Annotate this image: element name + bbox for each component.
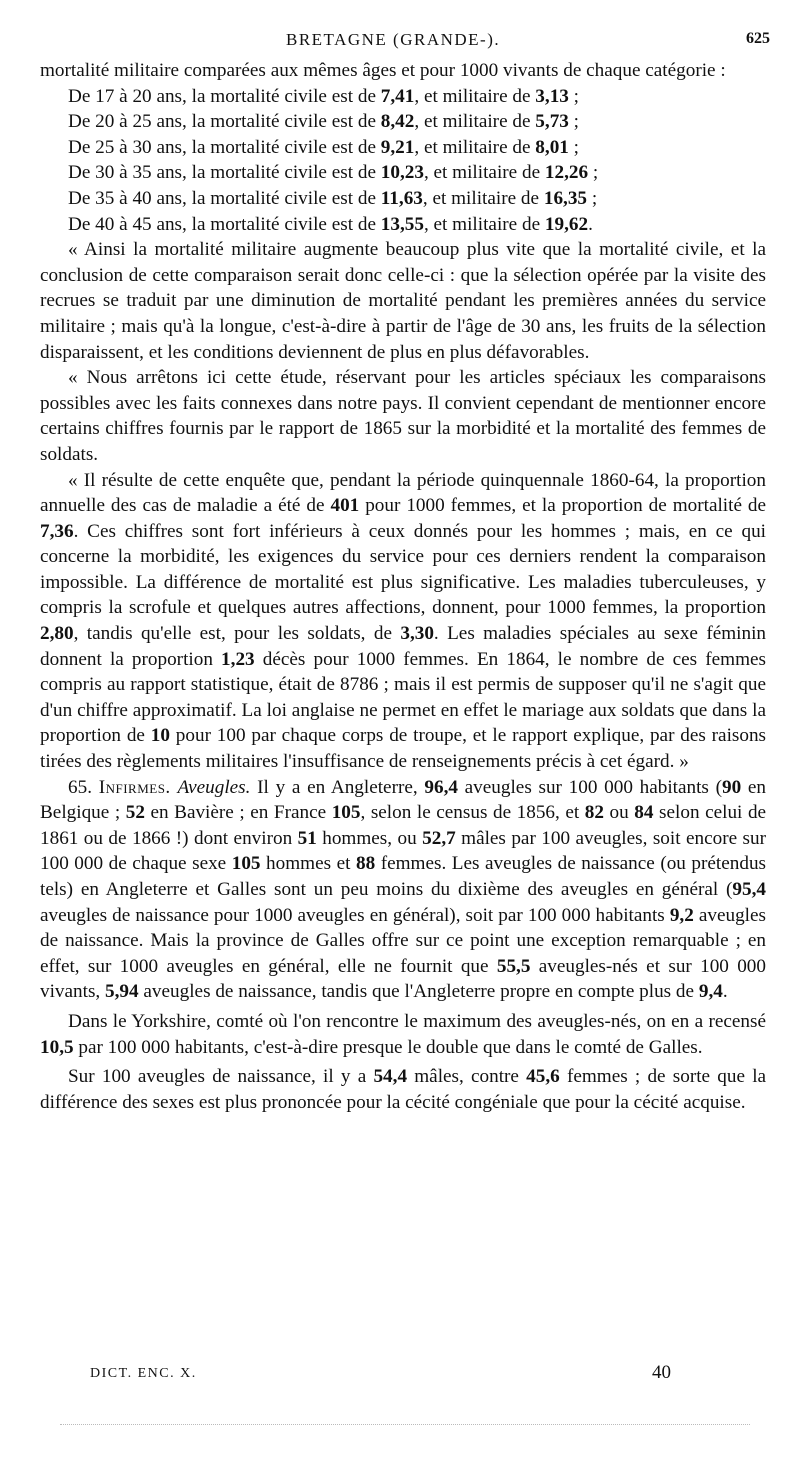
text-run: aveugles de naissance. Mais la province de Galles offre sur ce point une exception remarquable ; en effet, sur 1000 aveugles en général, elle ne fournit que (40, 904, 766, 977)
section-number: 65. (68, 776, 92, 798)
paragraph-enquete (40, 468, 766, 775)
row-end: ; (568, 111, 580, 133)
ages: De 25 à 30 ans, (68, 136, 187, 158)
value-bold: 52 (125, 802, 145, 824)
value-bold: 10,5 (40, 1036, 74, 1058)
text-run: . Ces chiffres sont fort inférieurs à ceux donnés pour les hommes ; mais, en ce qui concerne la morbidité, les exigences du service pour ces derniers rendent la comparaison impossible. La différence de mortalité est plus significative. Les maladies tuberculeuses, y compris la scrofule et quelques autres affections, donnent, pour 1000 femmes, la proportion (40, 520, 766, 619)
row-end: ; (568, 136, 580, 158)
intro-paragraph: mortalité militaire comparées aux mêmes âges et pour 1000 vivants de chaque catégorie : (40, 60, 726, 81)
civil-value: 8,42 (380, 111, 415, 133)
text-run: ou (609, 802, 629, 824)
text-run: pour 100 par chaque corps de troupe, et le rapport explique, par des raisons tirées des règlements militaires l'insuffisance de renseignements précis à cet égard. » (40, 725, 767, 773)
page-footer (0, 1362, 800, 1392)
military-value: 5,73 (535, 111, 569, 133)
value-bold: 3,30 (400, 623, 434, 645)
text-run: mâles, contre (414, 1066, 519, 1088)
row-end: ; (587, 187, 598, 209)
mortality-row (40, 84, 766, 110)
value-bold: 401 (330, 495, 360, 517)
text-run: . (722, 981, 728, 1003)
text-run: femmes. Les aveugles de naissance (ou prétendus tels) en Angleterre et Galles sont un peu moins du dixième des aveugles en général ( (40, 853, 767, 900)
civil-label: la mortalité civile est de (191, 111, 376, 133)
body-text (40, 58, 766, 1115)
value-bold: 7,36 (40, 520, 74, 542)
military-label: , et militaire de (423, 213, 541, 235)
civil-value: 11,63 (380, 187, 423, 209)
value-bold: 90 (721, 776, 742, 798)
paragraph-yorkshire (40, 1009, 766, 1060)
value-bold: 105 (331, 802, 361, 824)
value-bold: 54,4 (373, 1066, 408, 1088)
civil-value: 9,21 (380, 136, 415, 158)
row-end: . (588, 213, 593, 235)
mortality-table (40, 84, 766, 238)
military-value: 19,62 (544, 213, 589, 235)
text-run: en Belgique ; (40, 776, 766, 824)
value-bold: 96,4 (424, 776, 458, 798)
value-bold: 51 (297, 827, 317, 849)
mortality-row (40, 109, 766, 135)
civil-value: 7,41 (380, 85, 415, 107)
paragraph-sexes (40, 1064, 766, 1115)
mortality-row (40, 135, 766, 161)
value-bold: 1,23 (221, 648, 255, 670)
text-run: , selon le census de 1856, et (360, 802, 580, 824)
mortality-row (40, 160, 766, 186)
text-run: Il y a en Angleterre, (257, 776, 418, 798)
ages: De 17 à 20 ans, (68, 85, 187, 107)
military-value: 16,35 (543, 187, 588, 209)
value-bold: 105 (231, 853, 261, 875)
mortality-row (40, 186, 766, 212)
text-run: « Il résulte de cette enquête que, pendant la période quinquennale 1860-64, la proportion annuelle des cas de maladie a été de (40, 469, 766, 517)
value-bold: 55,5 (496, 955, 531, 977)
text-run: aveugles sur 100 000 habitants ( (464, 776, 722, 798)
military-label: , et militaire de (423, 162, 541, 184)
civil-label: la mortalité civile est de (191, 136, 376, 158)
military-label: , et militaire de (422, 187, 540, 209)
paragraph-arretons: « Nous arrêtons ici cette étude, réservant pour les articles spéciaux les comparaisons possibles avec les faits connexes dans notre pays. Il convient cependant de mentionner encore certains chiffres fournis par le rapport de 1865 sur la morbidité et la mortalité des femmes de soldats. (40, 367, 766, 465)
text-run: pour 1000 femmes, et la proportion de mortalité de (365, 495, 767, 517)
section-subheading: Aveugles. (177, 776, 251, 798)
paragraph-65-infirmes (40, 775, 766, 1005)
military-label: , et militaire de (414, 136, 531, 158)
civil-label: la mortalité civile est de (191, 213, 376, 235)
civil-value: 13,55 (380, 213, 424, 235)
signature-mark: DICT. ENC. X. (90, 1366, 197, 1381)
military-label: , et militaire de (414, 111, 531, 133)
text-run: selon celui de 1861 ou de 1866 !) dont environ (40, 802, 767, 849)
value-bold: 52,7 (422, 827, 456, 849)
value-bold: 88 (355, 853, 376, 875)
value-bold: 95,4 (732, 879, 766, 900)
paragraph-conclusion: « Ainsi la mortalité militaire augmente beaucoup plus vite que la mortalité civile, et la conclusion de cette comparaison serait donc celle-ci : que la sélection opérée par la visite des recrues se traduit par une diminution de mortalité pendant les premières années du service militaire ; mais qu'à la longue, c'est-à-dire à partir de l'âge de 30 ans, les fruits de la sélection disparaissent, et les conditions deviennent de plus en plus défavorables. (40, 239, 766, 363)
bottom-dotted-rule (60, 1424, 750, 1425)
text-run: , tandis qu'elle est, pour les soldats, de (73, 623, 392, 645)
text-run: en Bavière ; en France (150, 802, 327, 824)
ages: De 20 à 25 ans, (68, 111, 187, 133)
text-run: par 100 000 habitants, c'est-à-dire presque le double que dans le comté de Galles. (78, 1036, 703, 1058)
civil-label: la mortalité civile est de (191, 85, 376, 107)
text-run: mâles par 100 aveugles, soit encore sur 100 000 de chaque sexe (40, 827, 767, 875)
text-run: aveugles de naissance pour 1000 aveugles en général), soit par 100 000 habitants (40, 904, 665, 926)
text-run: décès pour 1000 femmes. En 1864, le nombre de ces femmes compris au rapport statistique, était de 8786 ; mais il est permis de supposer qu'il ne s'agit que d'un chiffre approximatif. La loi anglaise ne permet en effet le mariage aux soldats que dans la proportion de (40, 648, 766, 747)
ages: De 30 à 35 ans, (68, 162, 187, 184)
ages: De 35 à 40 ans, (68, 187, 187, 209)
value-bold: 45,6 (526, 1066, 560, 1088)
text-run: Dans le Yorkshire, comté où l'on rencontre le maximum des aveugles-nés, on en a recensé (68, 1010, 766, 1032)
ages: De 40 à 45 ans, (68, 213, 187, 235)
civil-label: la mortalité civile est de (191, 162, 376, 184)
text-run: aveugles-nés et sur 100 000 vivants, (40, 955, 766, 1003)
civil-value: 10,23 (380, 162, 424, 184)
military-value: 8,01 (535, 136, 569, 158)
page-number: 625 (746, 30, 770, 47)
civil-label: la mortalité civile est de (191, 187, 376, 209)
mortality-row (40, 212, 766, 238)
running-header (0, 30, 800, 56)
value-bold: 9,4 (698, 981, 723, 1003)
military-label: , et militaire de (414, 85, 531, 107)
value-bold: 84 (634, 802, 654, 824)
value-bold: 2,80 (40, 623, 74, 645)
military-value: 3,13 (535, 85, 569, 107)
text-run: femmes ; de sorte que la différence des sexes est plus prononcée pour la cécité congéniale que pour la cécité acquise. (40, 1066, 767, 1113)
text-run: hommes et (266, 853, 351, 875)
military-value: 12,26 (544, 162, 589, 184)
value-bold: 9,2 (669, 904, 694, 926)
text-run: . Les maladies spéciales au sexe féminin donnent la proportion (40, 623, 766, 670)
section-heading: Infirmes. (98, 776, 171, 798)
row-end: ; (568, 85, 580, 107)
text-run: hommes, ou (322, 827, 417, 849)
sheet-number: 40 (652, 1362, 671, 1383)
row-end: ; (588, 162, 599, 184)
text-run: Sur 100 aveugles de naissance, il y a (68, 1066, 367, 1088)
value-bold: 5,94 (105, 981, 139, 1003)
value-bold: 82 (584, 802, 604, 824)
value-bold: 10 (150, 725, 170, 747)
text-run: aveugles de naissance, tandis que l'Angleterre propre en compte plus de (143, 981, 695, 1003)
running-title: BRETAGNE (GRANDE-). (286, 30, 501, 49)
